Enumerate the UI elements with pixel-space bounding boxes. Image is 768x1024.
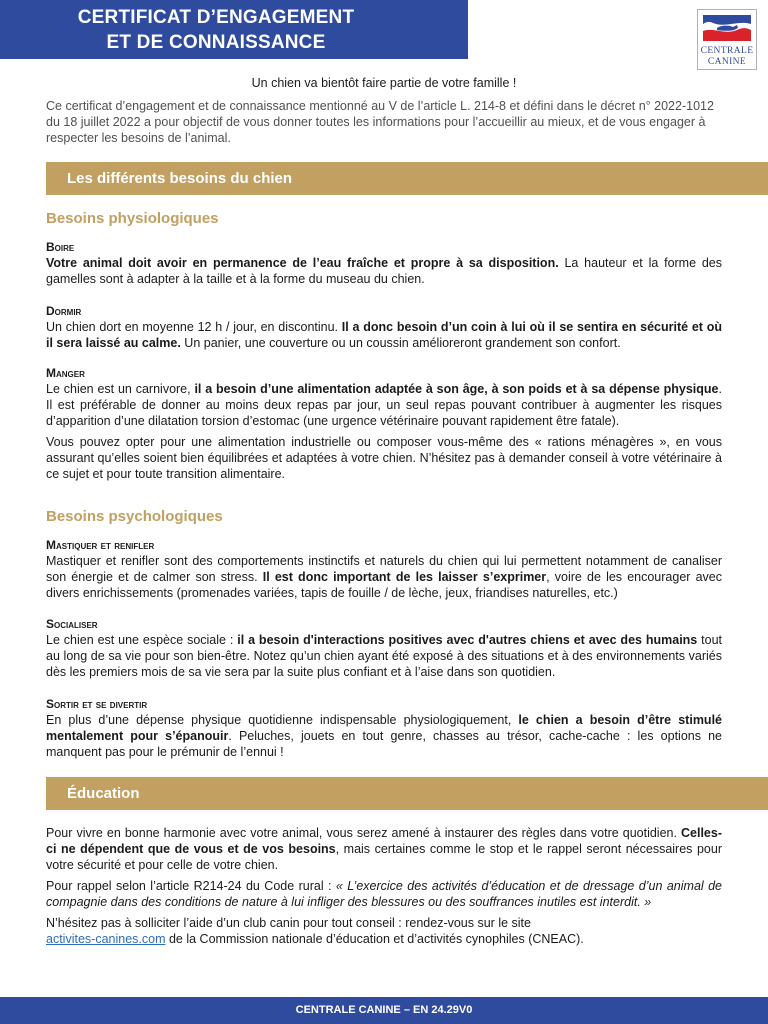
- dog-flag-icon: [703, 15, 751, 41]
- block-socialiser: [46, 617, 722, 680]
- education-p1-bold: Celles-ci ne dépendent que de vous et de vos besoins: [46, 826, 722, 856]
- education-p3-pre: N’hésitez pas à solliciter l’aide d’un club canin pour tout conseil : rendez-vous sur le site: [46, 916, 531, 930]
- manger-text-pre: Le chien est un carnivore,: [46, 382, 195, 396]
- footer-text: CENTRALE CANINE – EN 24.29V0: [295, 1004, 473, 1016]
- block-boire: [46, 240, 722, 287]
- block-mastiquer: [46, 538, 722, 601]
- subsection-title-psychological: Besoins psychologiques: [46, 508, 223, 525]
- dormir-bold: Il a donc besoin d’un coin à lui où il se sentira en sécurité et où il sera laissé au calme.: [46, 320, 722, 350]
- section-title-needs: Les différents besoins du chien: [67, 170, 293, 187]
- sortir-text-pre: En plus d’une dépense physique quotidienne indispensable physiologiquement,: [46, 713, 519, 727]
- logo-text-line-1: CENTRALE: [700, 46, 754, 56]
- subsection-title-physiological: Besoins physiologiques: [46, 210, 219, 227]
- education-p2-pre: Pour rappel selon l’article R214-24 du Code rural :: [46, 879, 336, 893]
- block-manger: [46, 366, 722, 482]
- boire-text: La hauteur et la forme des gamelles sont à adapter à la taille et à la forme du museau du chien.: [46, 256, 722, 286]
- education-p1-rest: , mais certaines comme le stop et le rappel seront nécessaires pour votre sécurité et pour celle de votre chien.: [46, 842, 722, 872]
- centrale-canine-logo: [697, 9, 757, 70]
- manger-bold: il a besoin d’une alimentation adaptée à son âge, à son poids et à sa dépense physique: [194, 382, 719, 396]
- education-paragraph-3: [46, 915, 722, 947]
- label-socialiser: Socialiser: [46, 617, 98, 631]
- socialiser-bold: il a besoin d'interactions positives avec d'autres chiens et avec des humains: [237, 633, 698, 647]
- manger-paragraph-2: Vous pouvez opter pour une alimentation industrielle ou composer vous-même des « rations ménagères », en vous assurant qu’elles soient bien équilibrées et adaptées à votre chien. N’hésitez pas à demander conseil à votre vétérinaire à ce sujet et pour toute transition alimentaire.: [46, 435, 722, 481]
- section-title-education: Éducation: [67, 785, 140, 802]
- document-title: [36, 5, 396, 55]
- label-dormir: Dormir: [46, 304, 82, 318]
- dormir-text-pre: Un chien dort en moyenne 12 h / jour, en discontinu.: [46, 320, 342, 334]
- dormir-text: Un panier, une couverture ou un coussin amélioreront grandement son confort.: [180, 336, 621, 350]
- sortir-bold: le chien a besoin d’être stimulé mentalement pour s’épanouir: [46, 713, 722, 743]
- mastiquer-bold: Il est donc important de les laisser s’exprimer: [262, 570, 547, 584]
- socialiser-text: tout au long de sa vie pour son bien-être. Notez qu’un chien ayant été exposé à des situations et à des environnements variés dès les premiers mois de sa vie sera par la suite plus confiant et à l’aise dans son quotidien.: [46, 633, 723, 679]
- mastiquer-text: , voire de les encourager avec divers enrichissements (promenades variées, tapis de fouille / de lèche, jeux, friandises naturelles, etc.): [46, 570, 722, 600]
- education-paragraph-1: [46, 825, 722, 873]
- activites-canines-link[interactable]: activites-canines.com: [46, 932, 166, 946]
- block-dormir: [46, 304, 722, 351]
- education-p3-rest: de la Commission nationale d’éducation et d’activités cynophiles (CNEAC).: [165, 932, 584, 946]
- section-bar-needs: [46, 162, 768, 195]
- sortir-text: . Peluches, jouets en tout genre, chasses au trésor, cache-cache : les options ne manquent pas pour le prémunir de l’ennui !: [46, 729, 723, 759]
- code-rural-quote: « L’exercice des activités d’éducation et de dressage d’un animal de compagnie dans des conditions de nature à lui infliger des blessures ou des souffrances inutiles est interdit. »: [46, 879, 723, 909]
- label-manger: Manger: [46, 366, 85, 380]
- boire-bold: Votre animal doit avoir en permanence de l’eau fraîche et propre à sa disposition.: [46, 256, 559, 270]
- education-paragraph-2: [46, 878, 722, 910]
- title-line-1: CERTIFICAT D’ENGAGEMENT: [77, 7, 355, 28]
- logo-text-line-2: CANINE: [707, 57, 747, 67]
- mastiquer-text-pre: Mastiquer et renifler sont des comportements instinctifs et naturels du chien qui lui permettent notamment de canaliser son énergie et de calmer son stress.: [46, 554, 722, 584]
- label-mastiquer: Mastiquer et renifler: [46, 538, 155, 552]
- block-education: [46, 825, 722, 947]
- manger-text: . Il est préférable de donner au moins deux repas par jour, un seul repas pouvant contribuer à augmenter les risques d’apparition d’une dilatation torsion d’estomac (une urgence vétérinaire pouvant rapidement être fatale).: [46, 382, 722, 428]
- label-boire: Boire: [46, 240, 75, 254]
- intro-title: Un chien va bientôt faire partie de votre famille !: [251, 76, 517, 90]
- title-line-2: ET DE CONNAISSANCE: [106, 32, 326, 53]
- intro-text: Ce certificat d’engagement et de connaissance mentionné au V de l’article L. 214-8 et défini dans le décret n° 2022-1012 du 18 juillet 2022 a pour objectif de vous donner toutes les informations pour l’accueillir au mieux, et de vous engager à respecter les besoins de l’animal.: [46, 99, 714, 145]
- label-sortir: Sortir et se divertir: [46, 697, 148, 711]
- education-p1-pre: Pour vivre en bonne harmonie avec votre animal, vous serez amené à instaurer des règles dans votre quotidien.: [46, 826, 681, 840]
- block-sortir: [46, 697, 722, 760]
- section-bar-education: [46, 777, 768, 810]
- socialiser-text-pre: Le chien est une espèce sociale :: [46, 633, 238, 647]
- footer-band: [0, 997, 768, 1024]
